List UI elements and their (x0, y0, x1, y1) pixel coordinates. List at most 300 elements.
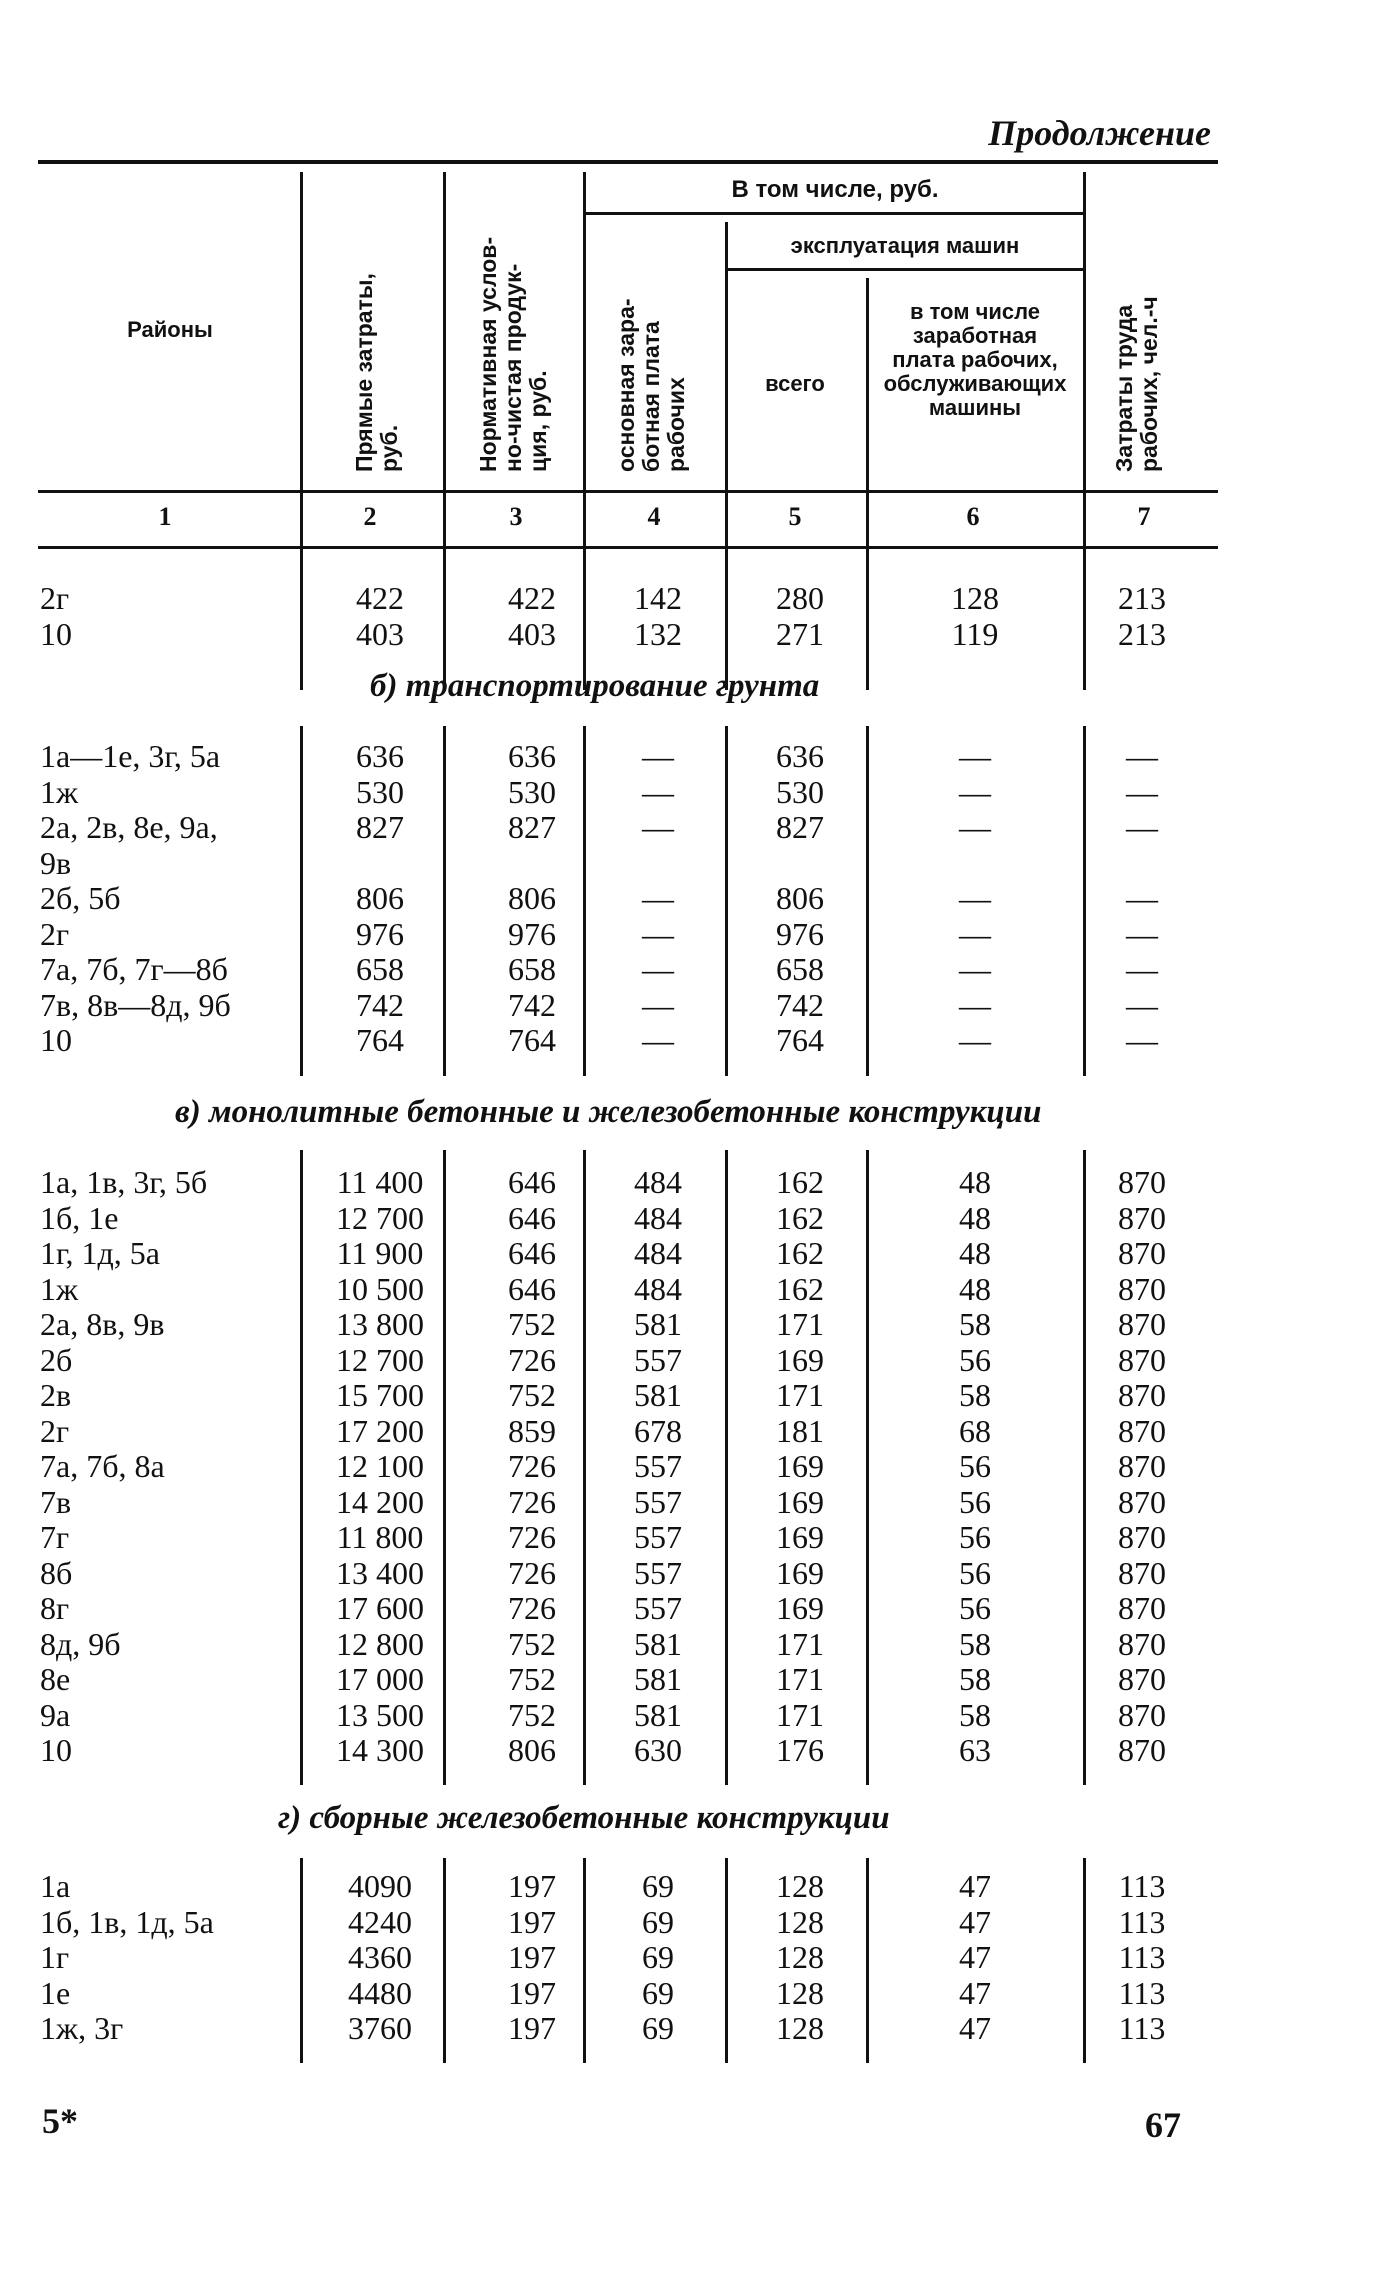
value-cell-col6: 47 (959, 2010, 991, 2046)
vline-v-1 (300, 1150, 303, 1785)
value-cell-col6: 56 (959, 1342, 991, 1378)
table-row (40, 1022, 1220, 1058)
value-cell-col7: 870 (1118, 1448, 1166, 1484)
vline-v-5 (866, 1150, 869, 1785)
vline-b-4 (725, 726, 728, 1076)
value-cell-col2: 4240 (348, 1904, 412, 1940)
value-cell-col2: 4360 (348, 1939, 412, 1975)
value-cell-col7: 870 (1118, 1697, 1166, 1733)
value-cell-col3: 976 (508, 916, 556, 952)
value-cell-col7: 870 (1118, 1342, 1166, 1378)
table-row (40, 2010, 1220, 2046)
value-cell-col3: 530 (508, 774, 556, 810)
value-cell-col7: 870 (1118, 1661, 1166, 1697)
table-row (40, 1484, 1220, 1520)
value-cell-col4: 69 (642, 1939, 674, 1975)
value-cell-col5: 169 (776, 1342, 824, 1378)
table-row (40, 1164, 1220, 1200)
value-cell-col2: 3760 (348, 2010, 412, 2046)
value-cell-col7: 113 (1118, 2010, 1166, 2046)
table-row (40, 916, 1220, 952)
value-cell-col4: 581 (634, 1697, 682, 1733)
value-cell-col5: 181 (776, 1413, 824, 1449)
value-cell-col3: 827 (508, 809, 556, 845)
value-cell-col4: 69 (642, 1904, 674, 1940)
value-cell-col5: 169 (776, 1448, 824, 1484)
value-cell-col4: 557 (634, 1590, 682, 1626)
vline-top-2 (443, 552, 446, 652)
vline-g-2 (443, 1858, 446, 2063)
value-cell-col4: 142 (634, 580, 682, 616)
value-cell-col2: 742 (356, 987, 404, 1023)
table-row (40, 1868, 1220, 1904)
value-cell-col7: 870 (1118, 1519, 1166, 1555)
table-row (40, 1342, 1220, 1378)
table-row (40, 1697, 1220, 1733)
region-cell: 1г (40, 1939, 70, 1975)
region-cell: 2в (40, 1377, 72, 1413)
value-cell-col3: 726 (508, 1519, 556, 1555)
value-cell-col3: 646 (508, 1164, 556, 1200)
region-cell: 2г (40, 580, 70, 616)
section-b-title: б) транспортирование грунта (370, 668, 820, 704)
value-cell-col5: 658 (776, 951, 824, 987)
region-cell: 2а, 2в, 8е, 9а, (40, 809, 218, 845)
value-cell-col7: 870 (1118, 1377, 1166, 1413)
region-cell: 8е (40, 1661, 71, 1697)
vline-top-1 (300, 552, 303, 652)
vline-b-6 (1083, 726, 1086, 1076)
value-cell-col7: 870 (1118, 1626, 1166, 1662)
table-row (40, 1519, 1220, 1555)
value-cell-col4: 581 (634, 1377, 682, 1413)
value-cell-col7: 870 (1118, 1484, 1166, 1520)
value-cell-col2: 15 700 (336, 1377, 424, 1413)
value-cell-col6: 47 (959, 1975, 991, 2011)
value-cell-col7: 213 (1118, 616, 1166, 652)
table-row (40, 738, 1220, 774)
table-row (40, 1732, 1220, 1768)
value-cell-col4: — (642, 916, 674, 952)
value-cell-col2: 13 500 (336, 1697, 424, 1733)
table-row (40, 1377, 1220, 1413)
value-cell-col7: 213 (1118, 580, 1166, 616)
value-cell-col5: 171 (776, 1377, 824, 1413)
value-cell-col5: 162 (776, 1271, 824, 1307)
value-cell-col3: 726 (508, 1484, 556, 1520)
region-cell: 1ж (40, 1271, 79, 1307)
value-cell-col4: — (642, 809, 674, 845)
region-cell: 10 (40, 1732, 72, 1768)
value-cell-col2: 13 800 (336, 1306, 424, 1342)
region-cell: 1б, 1е (40, 1200, 119, 1236)
value-cell-col4: — (642, 738, 674, 774)
value-cell-col7: 113 (1118, 1904, 1166, 1940)
value-cell-col5: 271 (776, 616, 824, 652)
table-row (40, 1271, 1220, 1307)
value-cell-col4: — (642, 774, 674, 810)
region-cell: 9в (40, 845, 72, 881)
value-cell-col3: 646 (508, 1200, 556, 1236)
table-row (40, 1975, 1220, 2011)
value-cell-col4: — (642, 880, 674, 916)
value-cell-col7: 870 (1118, 1306, 1166, 1342)
vline-v-6 (1083, 1150, 1086, 1785)
region-cell: 1ж (40, 774, 79, 810)
value-cell-col6: 68 (959, 1413, 991, 1449)
value-cell-col6: 56 (959, 1448, 991, 1484)
value-cell-col4: 557 (634, 1342, 682, 1378)
value-cell-col6: 58 (959, 1306, 991, 1342)
value-cell-col2: 4480 (348, 1975, 412, 2011)
value-cell-col5: 171 (776, 1306, 824, 1342)
value-cell-col7: 870 (1118, 1413, 1166, 1449)
region-cell: 2б (40, 1342, 73, 1378)
value-cell-col4: 581 (634, 1306, 682, 1342)
table-row (40, 1555, 1220, 1591)
vline-g-1 (300, 1858, 303, 2063)
value-cell-col6: — (959, 916, 991, 952)
value-cell-col7: — (1126, 738, 1158, 774)
value-cell-col6: 58 (959, 1626, 991, 1662)
region-cell: 10 (40, 616, 72, 652)
table-row (40, 1448, 1220, 1484)
value-cell-col2: 12 100 (336, 1448, 424, 1484)
table-row (40, 774, 1220, 810)
value-cell-col4: — (642, 987, 674, 1023)
value-cell-col4: 484 (634, 1235, 682, 1271)
table-row (40, 1413, 1220, 1449)
value-cell-col6: — (959, 951, 991, 987)
colnum-7: 7 (1137, 502, 1151, 531)
region-cell: 2а, 8в, 9в (40, 1306, 165, 1342)
table-row (40, 880, 1220, 916)
value-cell-col6: 63 (959, 1732, 991, 1768)
value-cell-col3: 726 (508, 1590, 556, 1626)
value-cell-col7: 870 (1118, 1164, 1166, 1200)
value-cell-col3: 726 (508, 1342, 556, 1378)
value-cell-col4: 557 (634, 1519, 682, 1555)
value-cell-col4: 69 (642, 1868, 674, 1904)
value-cell-col4: 630 (634, 1732, 682, 1768)
value-cell-col5: 169 (776, 1484, 824, 1520)
value-cell-col6: 48 (959, 1235, 991, 1271)
header-direct-costs: Прямые затраты, руб. (351, 273, 402, 472)
table-row (40, 1904, 1220, 1940)
header-total: всего (765, 371, 825, 396)
value-cell-col6: — (959, 1022, 991, 1058)
value-cell-col4: 484 (634, 1271, 682, 1307)
region-cell: 9а (40, 1697, 71, 1733)
value-cell-col6: 119 (951, 616, 999, 652)
region-cell: 1а, 1в, 3г, 5б (40, 1164, 208, 1200)
region-cell: 7а, 7б, 8а (40, 1448, 165, 1484)
table-row (40, 1235, 1220, 1271)
value-cell-col3: 742 (508, 987, 556, 1023)
value-cell-col3: 197 (508, 1868, 556, 1904)
value-cell-col7: 113 (1118, 1868, 1166, 1904)
value-cell-col6: 48 (959, 1164, 991, 1200)
value-cell-col6: 128 (951, 580, 999, 616)
header-regions: Районы (127, 317, 213, 342)
value-cell-col5: 128 (776, 1868, 824, 1904)
value-cell-col4: — (642, 951, 674, 987)
header-incl-wage-operators: в том числе заработная плата рабочих, обслуживающих машины (883, 299, 1067, 420)
vline-top-3 (583, 552, 586, 652)
value-cell-col6: — (959, 880, 991, 916)
table-row (40, 1306, 1220, 1342)
vline-b-5 (866, 726, 869, 1076)
value-cell-col3: 646 (508, 1271, 556, 1307)
value-cell-col7: 870 (1118, 1732, 1166, 1768)
value-cell-col5: 162 (776, 1235, 824, 1271)
section-top (40, 580, 1220, 660)
header-normative-net: Нормативная услов- но-чистая продук- ция, руб. (475, 236, 551, 472)
region-cell: 1ж, 3г (40, 2010, 124, 2046)
value-cell-col7: — (1126, 987, 1158, 1023)
region-cell: 10 (40, 1022, 72, 1058)
colnum-6: 6 (966, 502, 980, 531)
vline-b-2 (443, 726, 446, 1076)
value-cell-col7: — (1126, 880, 1158, 916)
value-cell-col5: 169 (776, 1519, 824, 1555)
value-cell-col6: 47 (959, 1868, 991, 1904)
vline-top-6 (1083, 552, 1086, 652)
vline-g-6 (1083, 1858, 1086, 2063)
table-row (40, 809, 1220, 845)
value-cell-col3: 859 (508, 1413, 556, 1449)
value-cell-col7: 870 (1118, 1235, 1166, 1271)
value-cell-col3: 726 (508, 1448, 556, 1484)
value-cell-col4: 557 (634, 1448, 682, 1484)
value-cell-col5: 128 (776, 1904, 824, 1940)
section-v-title: в) монолитные бетонные и железобетонные конструкции (175, 1094, 1042, 1130)
value-cell-col3: 197 (508, 1975, 556, 2011)
region-cell: 2г (40, 1413, 70, 1449)
value-cell-col7: 113 (1118, 1975, 1166, 2011)
region-cell: 8г (40, 1590, 70, 1626)
value-cell-col4: 557 (634, 1555, 682, 1591)
value-cell-col2: 4090 (348, 1868, 412, 1904)
region-cell: 7г (40, 1519, 70, 1555)
value-cell-col4: 557 (634, 1484, 682, 1520)
value-cell-col3: 752 (508, 1661, 556, 1697)
section-b (40, 738, 1220, 1078)
region-cell: 1б, 1в, 1д, 5а (40, 1904, 214, 1940)
section-v (40, 1164, 1220, 1784)
vline-g-4 (725, 1858, 728, 2063)
value-cell-col3: 752 (508, 1697, 556, 1733)
value-cell-col6: 56 (959, 1484, 991, 1520)
value-cell-col5: 128 (776, 2010, 824, 2046)
value-cell-col2: 13 400 (336, 1555, 424, 1591)
value-cell-col7: — (1126, 951, 1158, 987)
value-cell-col5: 162 (776, 1200, 824, 1236)
table-row (40, 1939, 1220, 1975)
vline-top-5 (866, 552, 869, 652)
value-cell-col6: — (959, 774, 991, 810)
value-cell-col6: — (959, 809, 991, 845)
region-cell: 1е (40, 1975, 71, 2011)
vline-v-3 (583, 1150, 586, 1785)
value-cell-col3: 422 (508, 580, 556, 616)
header-labor-costs: Затраты труда рабочих, чел.-ч (1111, 296, 1162, 472)
value-cell-col5: 171 (776, 1661, 824, 1697)
value-cell-col6: 58 (959, 1377, 991, 1413)
value-cell-col4: 69 (642, 2010, 674, 2046)
value-cell-col5: 128 (776, 1939, 824, 1975)
value-cell-col5: 742 (776, 987, 824, 1023)
signature-mark: 5* (42, 2101, 78, 2141)
table-top-rule (38, 160, 1218, 164)
value-cell-col2: 12 800 (336, 1626, 424, 1662)
value-cell-col7: — (1126, 774, 1158, 810)
value-cell-col3: 646 (508, 1235, 556, 1271)
value-cell-col2: 11 900 (336, 1235, 424, 1271)
vline-top-4 (725, 552, 728, 652)
rule-under-numbers (38, 546, 1218, 549)
table-row (40, 951, 1220, 987)
value-cell-col4: 678 (634, 1413, 682, 1449)
vline-g-5 (866, 1858, 869, 2063)
value-cell-col6: 56 (959, 1590, 991, 1626)
value-cell-col2: 17 200 (336, 1413, 424, 1449)
vline-v-4 (725, 1150, 728, 1785)
value-cell-col3: 197 (508, 1939, 556, 1975)
region-cell: 7в, 8в—8д, 9б (40, 987, 231, 1023)
value-cell-col2: 422 (356, 580, 404, 616)
value-cell-col3: 403 (508, 616, 556, 652)
value-cell-col6: 47 (959, 1904, 991, 1940)
value-cell-col2: 530 (356, 774, 404, 810)
value-cell-col5: 806 (776, 880, 824, 916)
value-cell-col6: — (959, 987, 991, 1023)
value-cell-col7: 113 (1118, 1939, 1166, 1975)
region-cell: 1а (40, 1868, 71, 1904)
colnum-4: 4 (647, 502, 661, 531)
machine-operation-rule (725, 268, 1083, 271)
value-cell-col2: 403 (356, 616, 404, 652)
region-cell: 7а, 7б, 7г—8б (40, 951, 228, 987)
value-cell-col2: 636 (356, 738, 404, 774)
value-cell-col2: 10 500 (336, 1271, 424, 1307)
value-cell-col3: 752 (508, 1306, 556, 1342)
value-cell-col5: 171 (776, 1626, 824, 1662)
vline-b-1 (300, 726, 303, 1076)
value-cell-col6: 56 (959, 1519, 991, 1555)
region-cell: 1г, 1д, 5а (40, 1235, 160, 1271)
vline-b-3 (583, 726, 586, 1076)
region-cell: 2г (40, 916, 70, 952)
value-cell-col5: 169 (776, 1555, 824, 1591)
section-g-title: г) сборные железобетонные конструкции (278, 1800, 890, 1836)
value-cell-col2: 12 700 (336, 1200, 424, 1236)
table-row (40, 845, 1220, 881)
value-cell-col7: — (1126, 916, 1158, 952)
region-cell: 8д, 9б (40, 1626, 121, 1662)
value-cell-col7: 870 (1118, 1555, 1166, 1591)
value-cell-col6: 58 (959, 1697, 991, 1733)
value-cell-col3: 197 (508, 2010, 556, 2046)
value-cell-col5: 169 (776, 1590, 824, 1626)
section-g (40, 1868, 1220, 2058)
value-cell-col4: 484 (634, 1164, 682, 1200)
value-cell-col6: — (959, 738, 991, 774)
value-cell-col5: 636 (776, 738, 824, 774)
value-cell-col5: 827 (776, 809, 824, 845)
value-cell-col2: 658 (356, 951, 404, 987)
value-cell-col5: 162 (776, 1164, 824, 1200)
value-cell-col5: 976 (776, 916, 824, 952)
value-cell-col7: 870 (1118, 1590, 1166, 1626)
value-cell-col2: 976 (356, 916, 404, 952)
header-machine-operation: эксплуатация машин (790, 233, 1020, 258)
value-cell-col3: 726 (508, 1555, 556, 1591)
value-cell-col2: 14 300 (336, 1732, 424, 1768)
value-cell-col3: 806 (508, 1732, 556, 1768)
table-row (40, 616, 1220, 652)
table-row (40, 580, 1220, 616)
value-cell-col2: 764 (356, 1022, 404, 1058)
value-cell-col7: 870 (1118, 1271, 1166, 1307)
colnum-5: 5 (788, 502, 802, 531)
value-cell-col3: 636 (508, 738, 556, 774)
colnum-3: 3 (509, 502, 523, 531)
continuation-label: Продолжение (988, 113, 1211, 153)
vline-g-3 (583, 1858, 586, 2063)
value-cell-col4: 132 (634, 616, 682, 652)
table-row (40, 1590, 1220, 1626)
value-cell-col3: 764 (508, 1022, 556, 1058)
value-cell-col5: 530 (776, 774, 824, 810)
value-cell-col6: 47 (959, 1939, 991, 1975)
value-cell-col2: 12 700 (336, 1342, 424, 1378)
value-cell-col3: 752 (508, 1626, 556, 1662)
table-row (40, 1626, 1220, 1662)
value-cell-col2: 806 (356, 880, 404, 916)
header-incl-rub: В том числе, руб. (731, 176, 939, 203)
value-cell-col4: 581 (634, 1661, 682, 1697)
value-cell-col5: 171 (776, 1697, 824, 1733)
value-cell-col5: 280 (776, 580, 824, 616)
vline-v-2 (443, 1150, 446, 1785)
header-bottom-rule (38, 490, 1218, 493)
region-cell: 7в (40, 1484, 72, 1520)
value-cell-col4: — (642, 1022, 674, 1058)
table-row (40, 1200, 1220, 1236)
value-cell-col2: 14 200 (336, 1484, 424, 1520)
table-row (40, 987, 1220, 1023)
value-cell-col3: 658 (508, 951, 556, 987)
header-base-wage: основная зара- ботная плата рабочих (613, 298, 689, 472)
value-cell-col6: 56 (959, 1555, 991, 1591)
value-cell-col3: 806 (508, 880, 556, 916)
value-cell-col7: 870 (1118, 1200, 1166, 1236)
colnum-2: 2 (363, 502, 377, 531)
value-cell-col7: — (1126, 809, 1158, 845)
value-cell-col4: 581 (634, 1626, 682, 1662)
page-number: 67 (1145, 2105, 1181, 2145)
value-cell-col6: 58 (959, 1661, 991, 1697)
value-cell-col5: 764 (776, 1022, 824, 1058)
value-cell-col4: 69 (642, 1975, 674, 2011)
value-cell-col3: 752 (508, 1377, 556, 1413)
value-cell-col2: 827 (356, 809, 404, 845)
value-cell-col2: 11 400 (336, 1164, 424, 1200)
colnum-1: 1 (158, 502, 172, 531)
value-cell-col6: 48 (959, 1200, 991, 1236)
value-cell-col6: 48 (959, 1271, 991, 1307)
